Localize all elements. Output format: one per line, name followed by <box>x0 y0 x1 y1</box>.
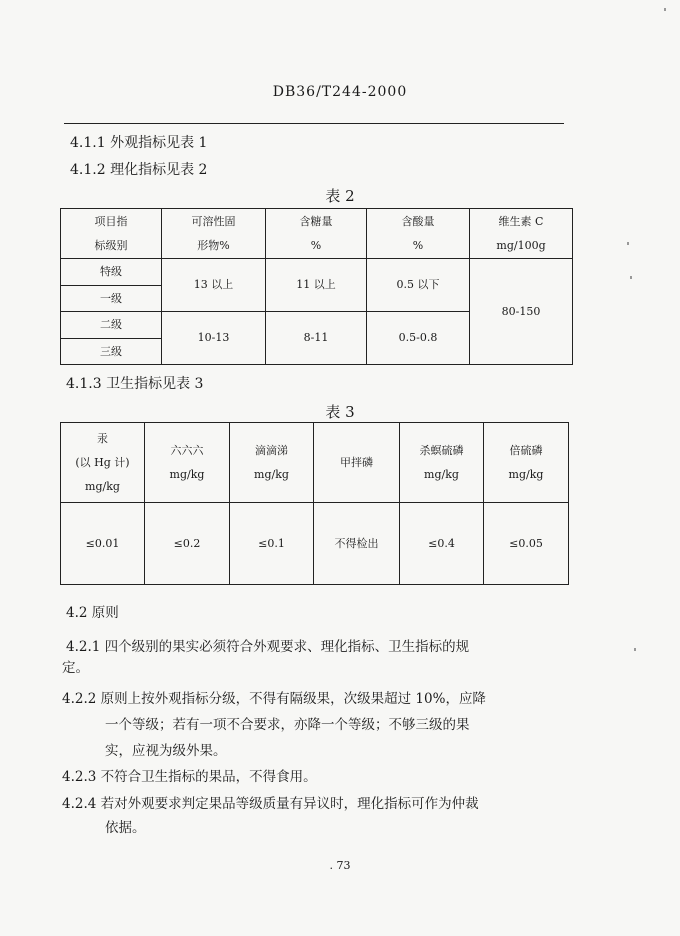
sugar-cell: 8-11 <box>266 312 367 365</box>
table2-row <box>61 259 573 286</box>
clause-4-2-4-line2: 依据。 <box>105 820 146 836</box>
scan-speck <box>627 242 629 245</box>
table3-value-row <box>61 503 569 585</box>
vitc-cell: 80-150 <box>470 259 573 365</box>
clause-4-2-1-line1: 4.2.1 四个级别的果实必须符合外观要求、理化指标、卫生指标的规 <box>66 639 470 655</box>
table-2 <box>60 208 573 365</box>
table3-header-row <box>61 423 569 503</box>
scan-speck <box>634 648 636 651</box>
standard-code: DB36/T244-2000 <box>272 84 408 100</box>
clause-4-2-2-line1: 4.2.2 原则上按外观指标分级，不得有隔级果，次级果超过 10%，应降 <box>62 691 486 707</box>
section-4-1-2: 4.1.2 理化指标见表 2 <box>70 162 208 178</box>
acid-cell: 0.5-0.8 <box>367 312 470 365</box>
clause-4-2-2-line3: 实，应视为级外果。 <box>105 743 227 759</box>
solids-cell: 10-13 <box>162 312 266 365</box>
scan-speck <box>630 276 632 279</box>
grade-cell: 二级 <box>61 312 162 339</box>
value-cell: ≤0.01 <box>61 503 145 585</box>
header-rule <box>64 123 564 124</box>
header-mercury: 汞 (以 Hg 计) mg/kg <box>61 423 145 503</box>
table2-caption: 表 2 <box>325 187 355 205</box>
value-cell: 不得检出 <box>314 503 400 585</box>
grade-cell: 一级 <box>61 286 162 312</box>
header-acid: 含酸量 % <box>367 209 470 259</box>
section-4-1-3: 4.1.3 卫生指标见表 3 <box>66 376 204 392</box>
section-4-1-1: 4.1.1 外观指标见表 1 <box>70 135 208 151</box>
header-fenthion: 倍硫磷 mg/kg <box>484 423 569 503</box>
clause-4-2-1-line2: 定。 <box>62 660 89 676</box>
value-cell: ≤0.2 <box>145 503 230 585</box>
table-3 <box>60 422 569 585</box>
acid-cell: 0.5 以下 <box>367 259 470 312</box>
header-fenitrothion: 杀螟硫磷 mg/kg <box>400 423 484 503</box>
page-number: . 73 <box>329 859 351 872</box>
table2-header-row <box>61 209 573 259</box>
clause-4-2-4-line1: 4.2.4 若对外观要求判定果品等级质量有异议时，理化指标可作为仲裁 <box>62 796 479 812</box>
grade-cell: 三级 <box>61 339 162 365</box>
table3-caption: 表 3 <box>325 403 355 421</box>
header-sugar: 含糖量 % <box>266 209 367 259</box>
header-item-grade: 项目指 标级别 <box>61 209 162 259</box>
value-cell: ≤0.05 <box>484 503 569 585</box>
clause-4-2-3: 4.2.3 不符合卫生指标的果品，不得食用。 <box>62 769 317 785</box>
header-bhc: 六六六 mg/kg <box>145 423 230 503</box>
section-4-2: 4.2 原则 <box>66 605 119 621</box>
sugar-cell: 11 以上 <box>266 259 367 312</box>
value-cell: ≤0.4 <box>400 503 484 585</box>
header-vitamin-c: 维生素 C mg/100g <box>470 209 573 259</box>
scan-speck <box>664 8 666 11</box>
value-cell: ≤0.1 <box>230 503 314 585</box>
header-phorate: 甲拌磷 <box>314 423 400 503</box>
grade-cell: 特级 <box>61 259 162 286</box>
clause-4-2-2-line2: 一个等级；若有一项不合要求，亦降一个等级；不够三级的果 <box>105 717 470 733</box>
header-ddt: 滴滴涕 mg/kg <box>230 423 314 503</box>
solids-cell: 13 以上 <box>162 259 266 312</box>
header-soluble-solids: 可溶性固 形物% <box>162 209 266 259</box>
